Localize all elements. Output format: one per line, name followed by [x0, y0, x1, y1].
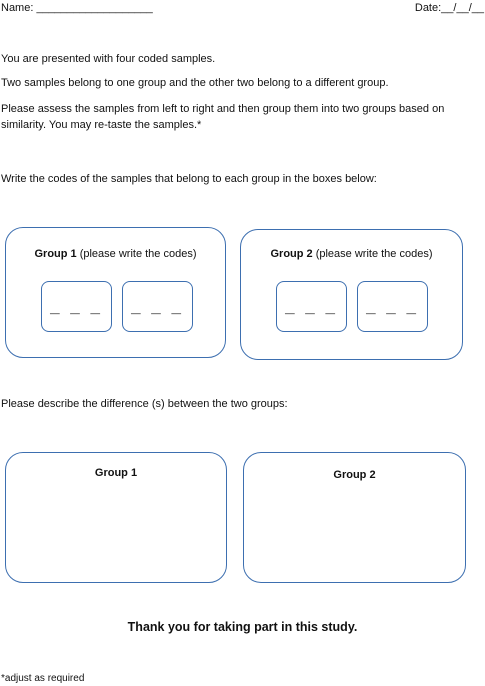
intro-line-2: Two samples belong to one group and the other two belong to a different group. — [1, 77, 389, 89]
group-1-code-slot-2[interactable]: _ _ _ — [122, 281, 193, 332]
group-1-code-slot-1[interactable]: _ _ _ — [41, 281, 112, 332]
group-2-code-slot-1[interactable]: _ _ _ — [276, 281, 347, 332]
intro-line-1: You are presented with four coded samples. — [1, 53, 216, 65]
group-1-description-box[interactable] — [5, 452, 227, 583]
group-2-code-slot-2[interactable]: _ _ _ — [357, 281, 428, 332]
group-1-codes-box — [5, 227, 226, 358]
date-field[interactable]: Date:__/__/__ — [414, 2, 484, 14]
group-2-codes-box — [240, 229, 463, 360]
group-2-description-box[interactable] — [243, 452, 466, 583]
group-1-codes-title: Group 1 (please write the codes) — [34, 248, 197, 260]
intro-line-3: Please assess the samples from left to right and then group them into two groups based on similarity. You may re-taste the samples.* — [1, 103, 445, 131]
thanks-message: Thank you for taking part in this study. — [127, 620, 358, 634]
group-1-description-title: Group 1 — [94, 467, 138, 479]
footnote: *adjust as required — [1, 673, 85, 684]
group-2-description-title: Group 2 — [333, 469, 376, 481]
codes-instruction: Write the codes of the samples that belong to each group in the boxes below: — [1, 173, 377, 185]
name-field[interactable]: Name: ___________________ — [1, 2, 153, 14]
describe-instruction: Please describe the difference (s) between the two groups: — [1, 398, 288, 410]
group-2-codes-title: Group 2 (please write the codes) — [270, 248, 433, 260]
